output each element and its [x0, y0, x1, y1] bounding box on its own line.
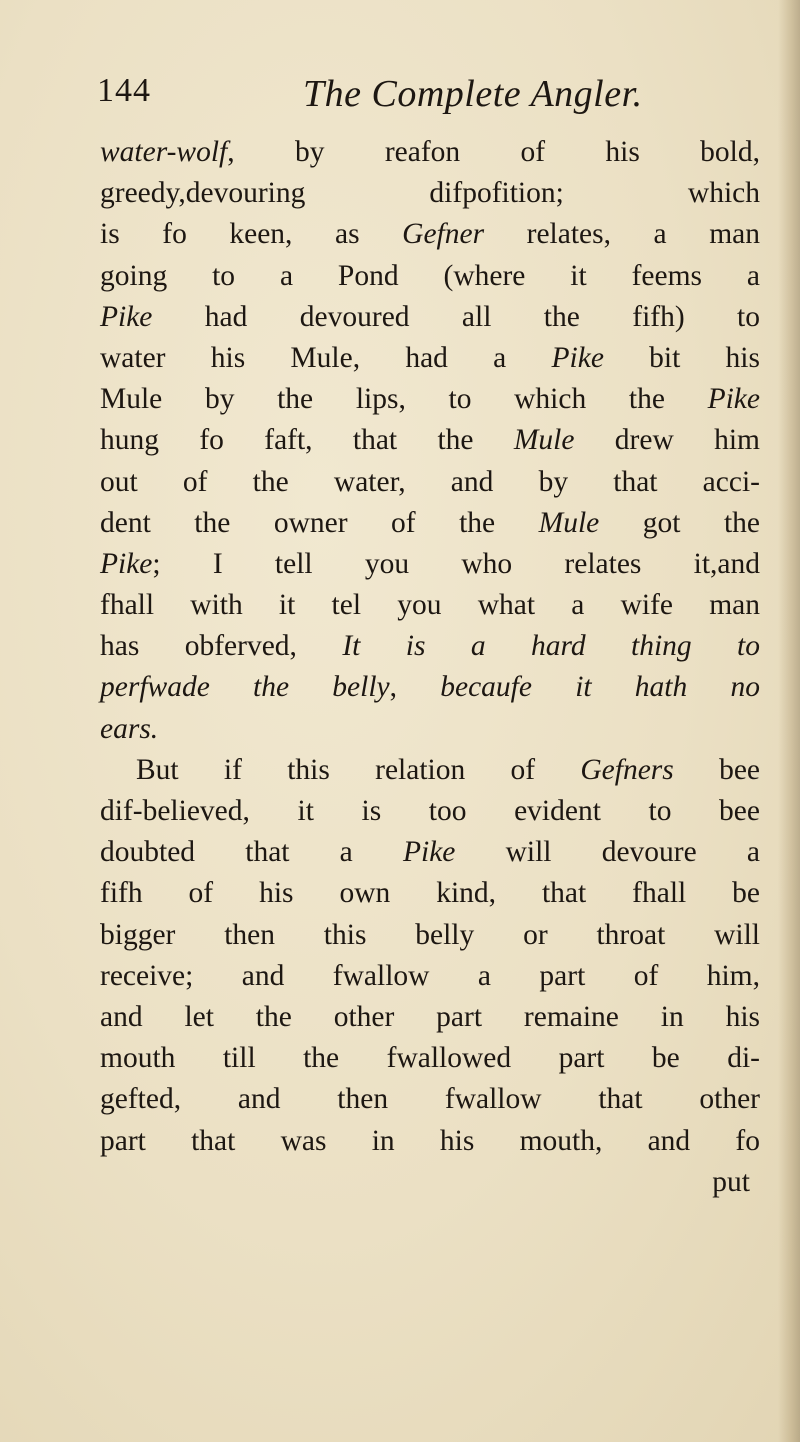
text-segment: put [712, 1165, 750, 1198]
text-line [100, 709, 760, 750]
text-segment: and let the other part remaine in his [100, 1000, 760, 1033]
text-segment: has obferved, [100, 630, 343, 663]
running-title: The Complete Angler. [303, 73, 643, 115]
text-segment: water his Mule, had a [100, 341, 552, 374]
text-segment: mouth till the fwallowed part be di- [100, 1042, 760, 1075]
text-segment: part that was in his mouth, and fo [100, 1124, 760, 1157]
text-line [100, 832, 760, 873]
italic-text: becaufe it hath no [440, 671, 760, 704]
text-line [100, 379, 760, 420]
italic-text: Pike [100, 547, 153, 580]
text-segment: dent the owner of the [100, 506, 539, 539]
text-line [100, 626, 760, 667]
text-segment: But if this relation of [136, 753, 581, 786]
text-segment: bee [673, 753, 761, 786]
text-line [100, 915, 760, 956]
text-line [100, 173, 760, 214]
italic-text: Pike [707, 383, 760, 416]
text-line [100, 503, 760, 544]
text-segment: bit his [603, 341, 760, 374]
text-segment: dif-believed, it is too evident to bee [100, 795, 760, 827]
italic-text: Pike [551, 341, 604, 374]
italic-text: perfwade the belly [100, 671, 390, 704]
text-segment: relates, a man [484, 218, 760, 251]
text-line [100, 420, 760, 461]
text-segment: drew him [574, 424, 760, 457]
italic-text: Mule [538, 506, 600, 539]
text-segment: will devoure a [455, 836, 760, 869]
text-segment: going to a Pond (where it feems a [100, 259, 760, 292]
text-segment: , by reafon of his bold, [227, 136, 760, 168]
text-segment: receive; and fwallow a part of him, [100, 959, 760, 992]
text-segment: fhall with it tel you what a wife man [100, 589, 760, 622]
text-line [100, 667, 760, 708]
italic-text: Pike [402, 836, 456, 869]
body-text [100, 132, 760, 1203]
italic-text: It is a hard thing to [342, 630, 760, 663]
text-line [100, 338, 760, 379]
page-edge-shadow [778, 0, 800, 1442]
text-line [100, 214, 760, 255]
text-line [100, 544, 760, 585]
text-line [100, 132, 760, 173]
italic-text: Mule [513, 424, 575, 457]
text-segment: gefted, and then fwallow that other [100, 1083, 760, 1116]
text-line [100, 873, 760, 914]
italic-text: ears. [100, 712, 159, 745]
text-segment: got the [599, 506, 760, 539]
italic-text: Gefners [580, 753, 674, 786]
page-number: 144 [97, 72, 151, 109]
text-segment: ; I tell you who relates it,and [152, 547, 760, 580]
text-line [100, 297, 760, 338]
italic-text: water-wolf [100, 136, 228, 168]
text-line [100, 256, 760, 297]
text-line [100, 1162, 760, 1203]
text-line [100, 1121, 760, 1162]
italic-text: Gefner [402, 218, 485, 251]
text-line [100, 791, 760, 832]
text-line [100, 956, 760, 997]
running-head [97, 72, 757, 122]
text-line [100, 750, 760, 791]
italic-text: Pike [100, 300, 153, 333]
text-line [100, 585, 760, 626]
text-segment: had devoured all the fifh) to [152, 300, 760, 333]
text-line [100, 1079, 760, 1120]
text-line [100, 1038, 760, 1079]
text-segment: , [389, 671, 441, 704]
text-segment: fifh of his own kind, that fhall be [100, 877, 760, 910]
text-line [100, 462, 760, 503]
text-segment: greedy,devouring difpofition; which [100, 177, 760, 210]
text-segment: doubted that a [100, 836, 403, 869]
text-segment: hung fo faft, that the [100, 424, 514, 457]
text-segment: Mule by the lips, to which the [100, 383, 708, 416]
text-segment: is fo keen, as [100, 218, 403, 251]
text-segment: out of the water, and by that acci- [100, 465, 760, 498]
text-line [100, 997, 760, 1038]
text-segment: bigger then this belly or throat will [100, 918, 760, 951]
